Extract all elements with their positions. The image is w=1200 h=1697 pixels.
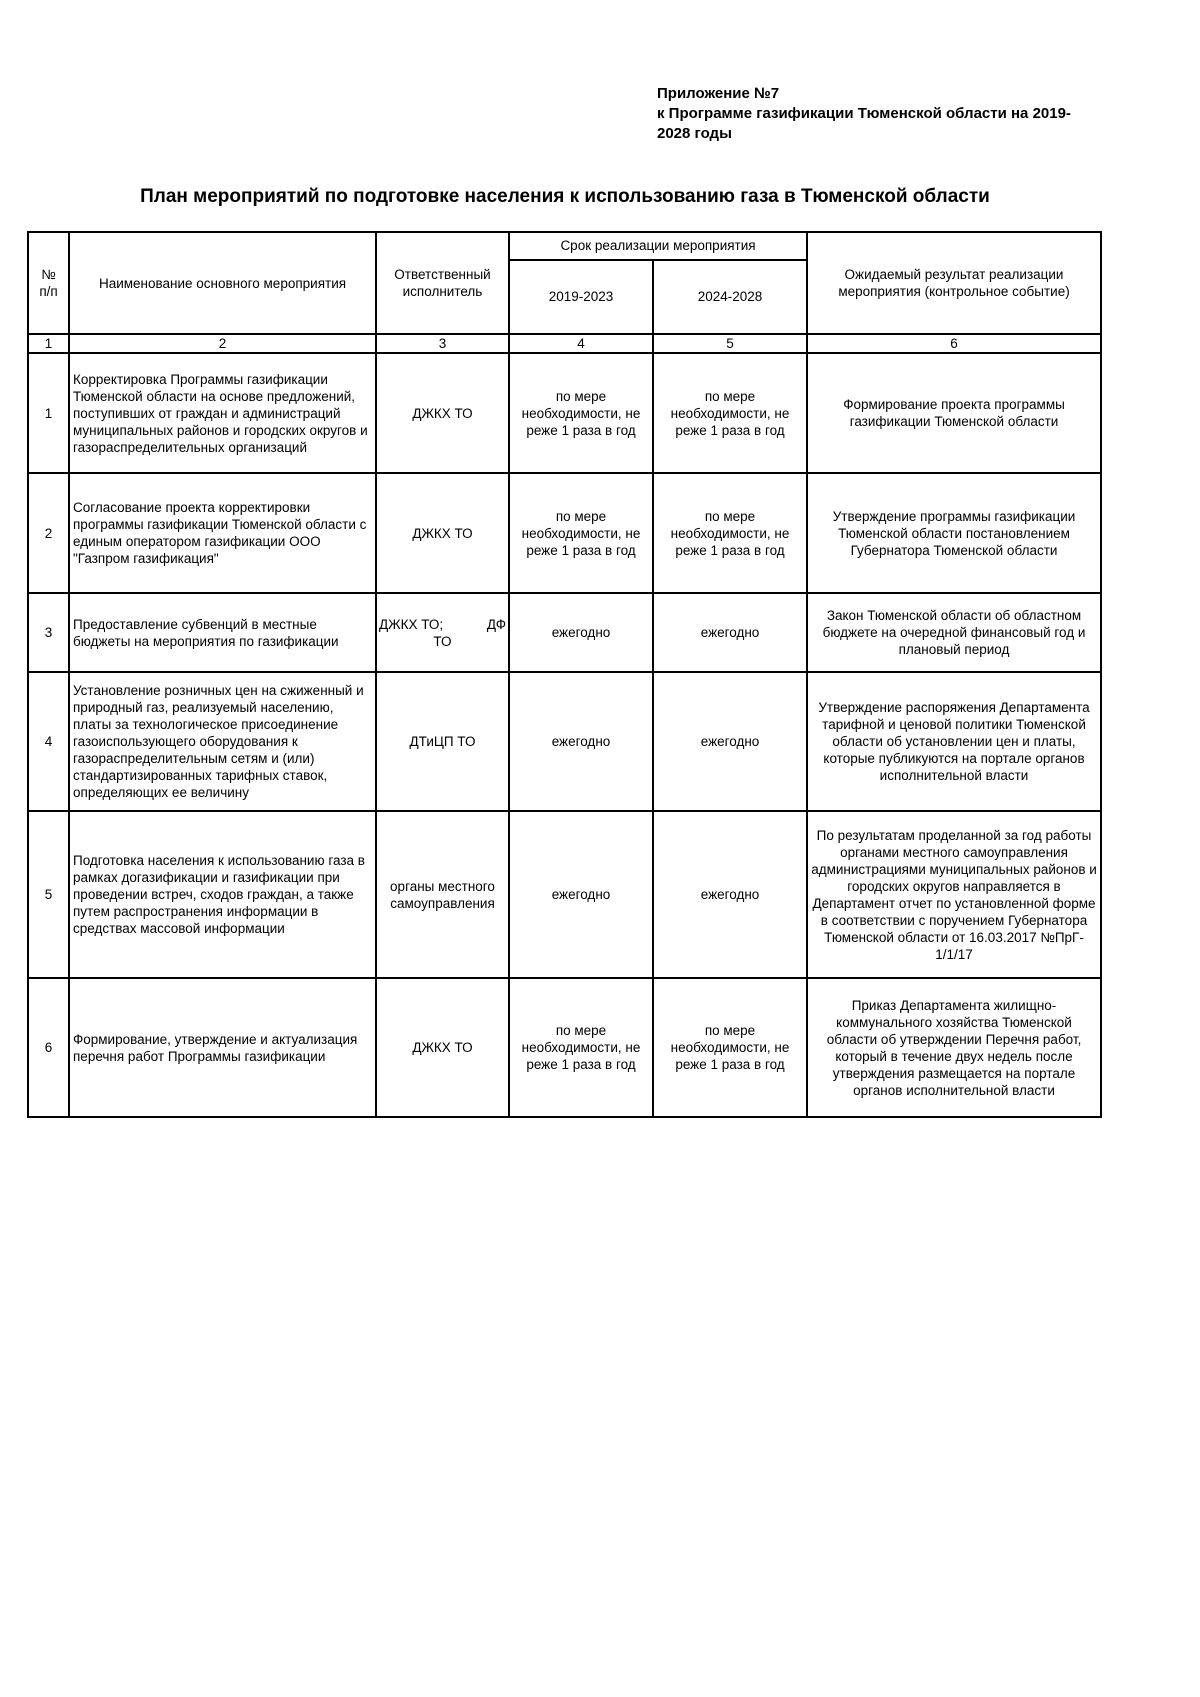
table-row bbox=[28, 811, 1101, 978]
row-result: Утверждение программы газификации Тюменской области постановлением Губернатора Тюменской области bbox=[807, 473, 1101, 593]
row-period-1: ежегодно bbox=[509, 672, 653, 811]
row-num: 1 bbox=[28, 353, 69, 473]
column-number: 3 bbox=[376, 334, 509, 353]
column-number: 4 bbox=[509, 334, 653, 353]
header-name: Наименование основного мероприятия bbox=[69, 232, 376, 334]
row-name: Корректировка Программы газификации Тюменской области на основе предложений, поступивших от граждан и администраций муниципальных районов и городских округов и газораспределительных организаций bbox=[69, 353, 376, 473]
row-period-1: по мере необходимости, не реже 1 раза в год bbox=[509, 978, 653, 1117]
row-num: 2 bbox=[28, 473, 69, 593]
row-period-2: ежегодно bbox=[653, 672, 807, 811]
row-name: Формирование, утверждение и актуализация перечня работ Программы газификации bbox=[69, 978, 376, 1117]
column-number: 5 bbox=[653, 334, 807, 353]
column-number: 2 bbox=[69, 334, 376, 353]
row-period-2: по мере необходимости, не реже 1 раза в год bbox=[653, 473, 807, 593]
row-executor: ДЖКХ ТО bbox=[376, 473, 509, 593]
header-num: № п/п bbox=[28, 232, 69, 334]
table-row bbox=[28, 672, 1101, 811]
table-row bbox=[28, 353, 1101, 473]
row-period-2: ежегодно bbox=[653, 593, 807, 672]
row-period-2: по мере необходимости, не реже 1 раза в год bbox=[653, 978, 807, 1117]
column-number: 1 bbox=[28, 334, 69, 353]
row-num: 4 bbox=[28, 672, 69, 811]
appendix-number: Приложение №7 bbox=[657, 85, 780, 102]
header-row bbox=[28, 232, 1101, 260]
table-row bbox=[28, 978, 1101, 1117]
row-result: Утверждение распоряжения Департамента тарифной и ценовой политики Тюменской области об установлении цен и платы, которые публикуются на портале органов исполнительной власти bbox=[807, 672, 1101, 811]
row-period-1: ежегодно bbox=[509, 593, 653, 672]
row-period-2: по мере необходимости, не реже 1 раза в год bbox=[653, 353, 807, 473]
row-num: 3 bbox=[28, 593, 69, 672]
row-name: Согласование проекта корректировки программы газификации Тюменской области с единым оператором газификации ООО "Газпром газификация" bbox=[69, 473, 376, 593]
table-row bbox=[28, 593, 1101, 672]
row-name: Предоставление субвенций в местные бюджеты на мероприятия по газификации bbox=[69, 593, 376, 672]
row-result: Приказ Департамента жилищно-коммунального хозяйства Тюменской области об утверждении Перечня работ, который в течение двух недель после утверждения размещается на портале органов исполнительной власти bbox=[807, 978, 1101, 1117]
row-executor: ДЖКХ ТО bbox=[376, 353, 509, 473]
row-executor: органы местного самоуправления bbox=[376, 811, 509, 978]
header-period: Срок реализации мероприятия bbox=[509, 232, 807, 260]
row-result: Закон Тюменской области об областном бюджете на очередной финансовый год и плановый период bbox=[807, 593, 1101, 672]
header-executor: Ответственный исполнитель bbox=[376, 232, 509, 334]
column-number-row bbox=[28, 334, 1101, 353]
header-result: Ожидаемый результат реализации мероприятия (контрольное событие) bbox=[807, 232, 1101, 334]
row-result: Формирование проекта программы газификации Тюменской области bbox=[807, 353, 1101, 473]
appendix-note bbox=[657, 84, 1117, 144]
column-number: 6 bbox=[807, 334, 1101, 353]
row-executor: ДТиЦП ТО bbox=[376, 672, 509, 811]
row-num: 6 bbox=[28, 978, 69, 1117]
row-period-1: ежегодно bbox=[509, 811, 653, 978]
row-period-1: по мере необходимости, не реже 1 раза в год bbox=[509, 473, 653, 593]
document-title: План мероприятий по подготовке населения к использованию газа в Тюменской области bbox=[140, 186, 990, 207]
row-name: Установление розничных цен на сжиженный и природный газ, реализуемый населению, платы за технологическое присоединение газоиспользующего оборудования к газораспределительным сетям и (или) стандартизированных тарифных ставок, определяющих ее величину bbox=[69, 672, 376, 811]
header-period-2024-2028: 2024-2028 bbox=[653, 260, 807, 334]
row-executor-part: ТО bbox=[433, 633, 452, 649]
row-result: По результатам проделанной за год работы органами местного самоуправления администрациями муниципальных районов и городских округов направляется в Департамент отчет по установленной форме в соответствии с поручением Губернатора Тюменской области от 16.03.2017 №ПрГ- 1/1/17 bbox=[807, 811, 1101, 978]
row-executor-part: ДЖКХ ТО; bbox=[379, 616, 444, 632]
row-num: 5 bbox=[28, 811, 69, 978]
row-executor-part: ДФ bbox=[486, 616, 506, 632]
row-executor bbox=[376, 593, 509, 672]
plan-table bbox=[27, 231, 1102, 1118]
table-row bbox=[28, 473, 1101, 593]
appendix-program-ref: к Программе газификации Тюменской области на 2019- 2028 годы bbox=[657, 105, 1071, 142]
row-period-1: по мере необходимости, не реже 1 раза в год bbox=[509, 353, 653, 473]
row-name: Подготовка населения к использованию газа в рамках догазификации и газификации при проведении встреч, сходов граждан, а также путем распространения информации в средствах массовой информации bbox=[69, 811, 376, 978]
row-period-2: ежегодно bbox=[653, 811, 807, 978]
header-period-2019-2023: 2019-2023 bbox=[509, 260, 653, 334]
row-executor: ДЖКХ ТО bbox=[376, 978, 509, 1117]
